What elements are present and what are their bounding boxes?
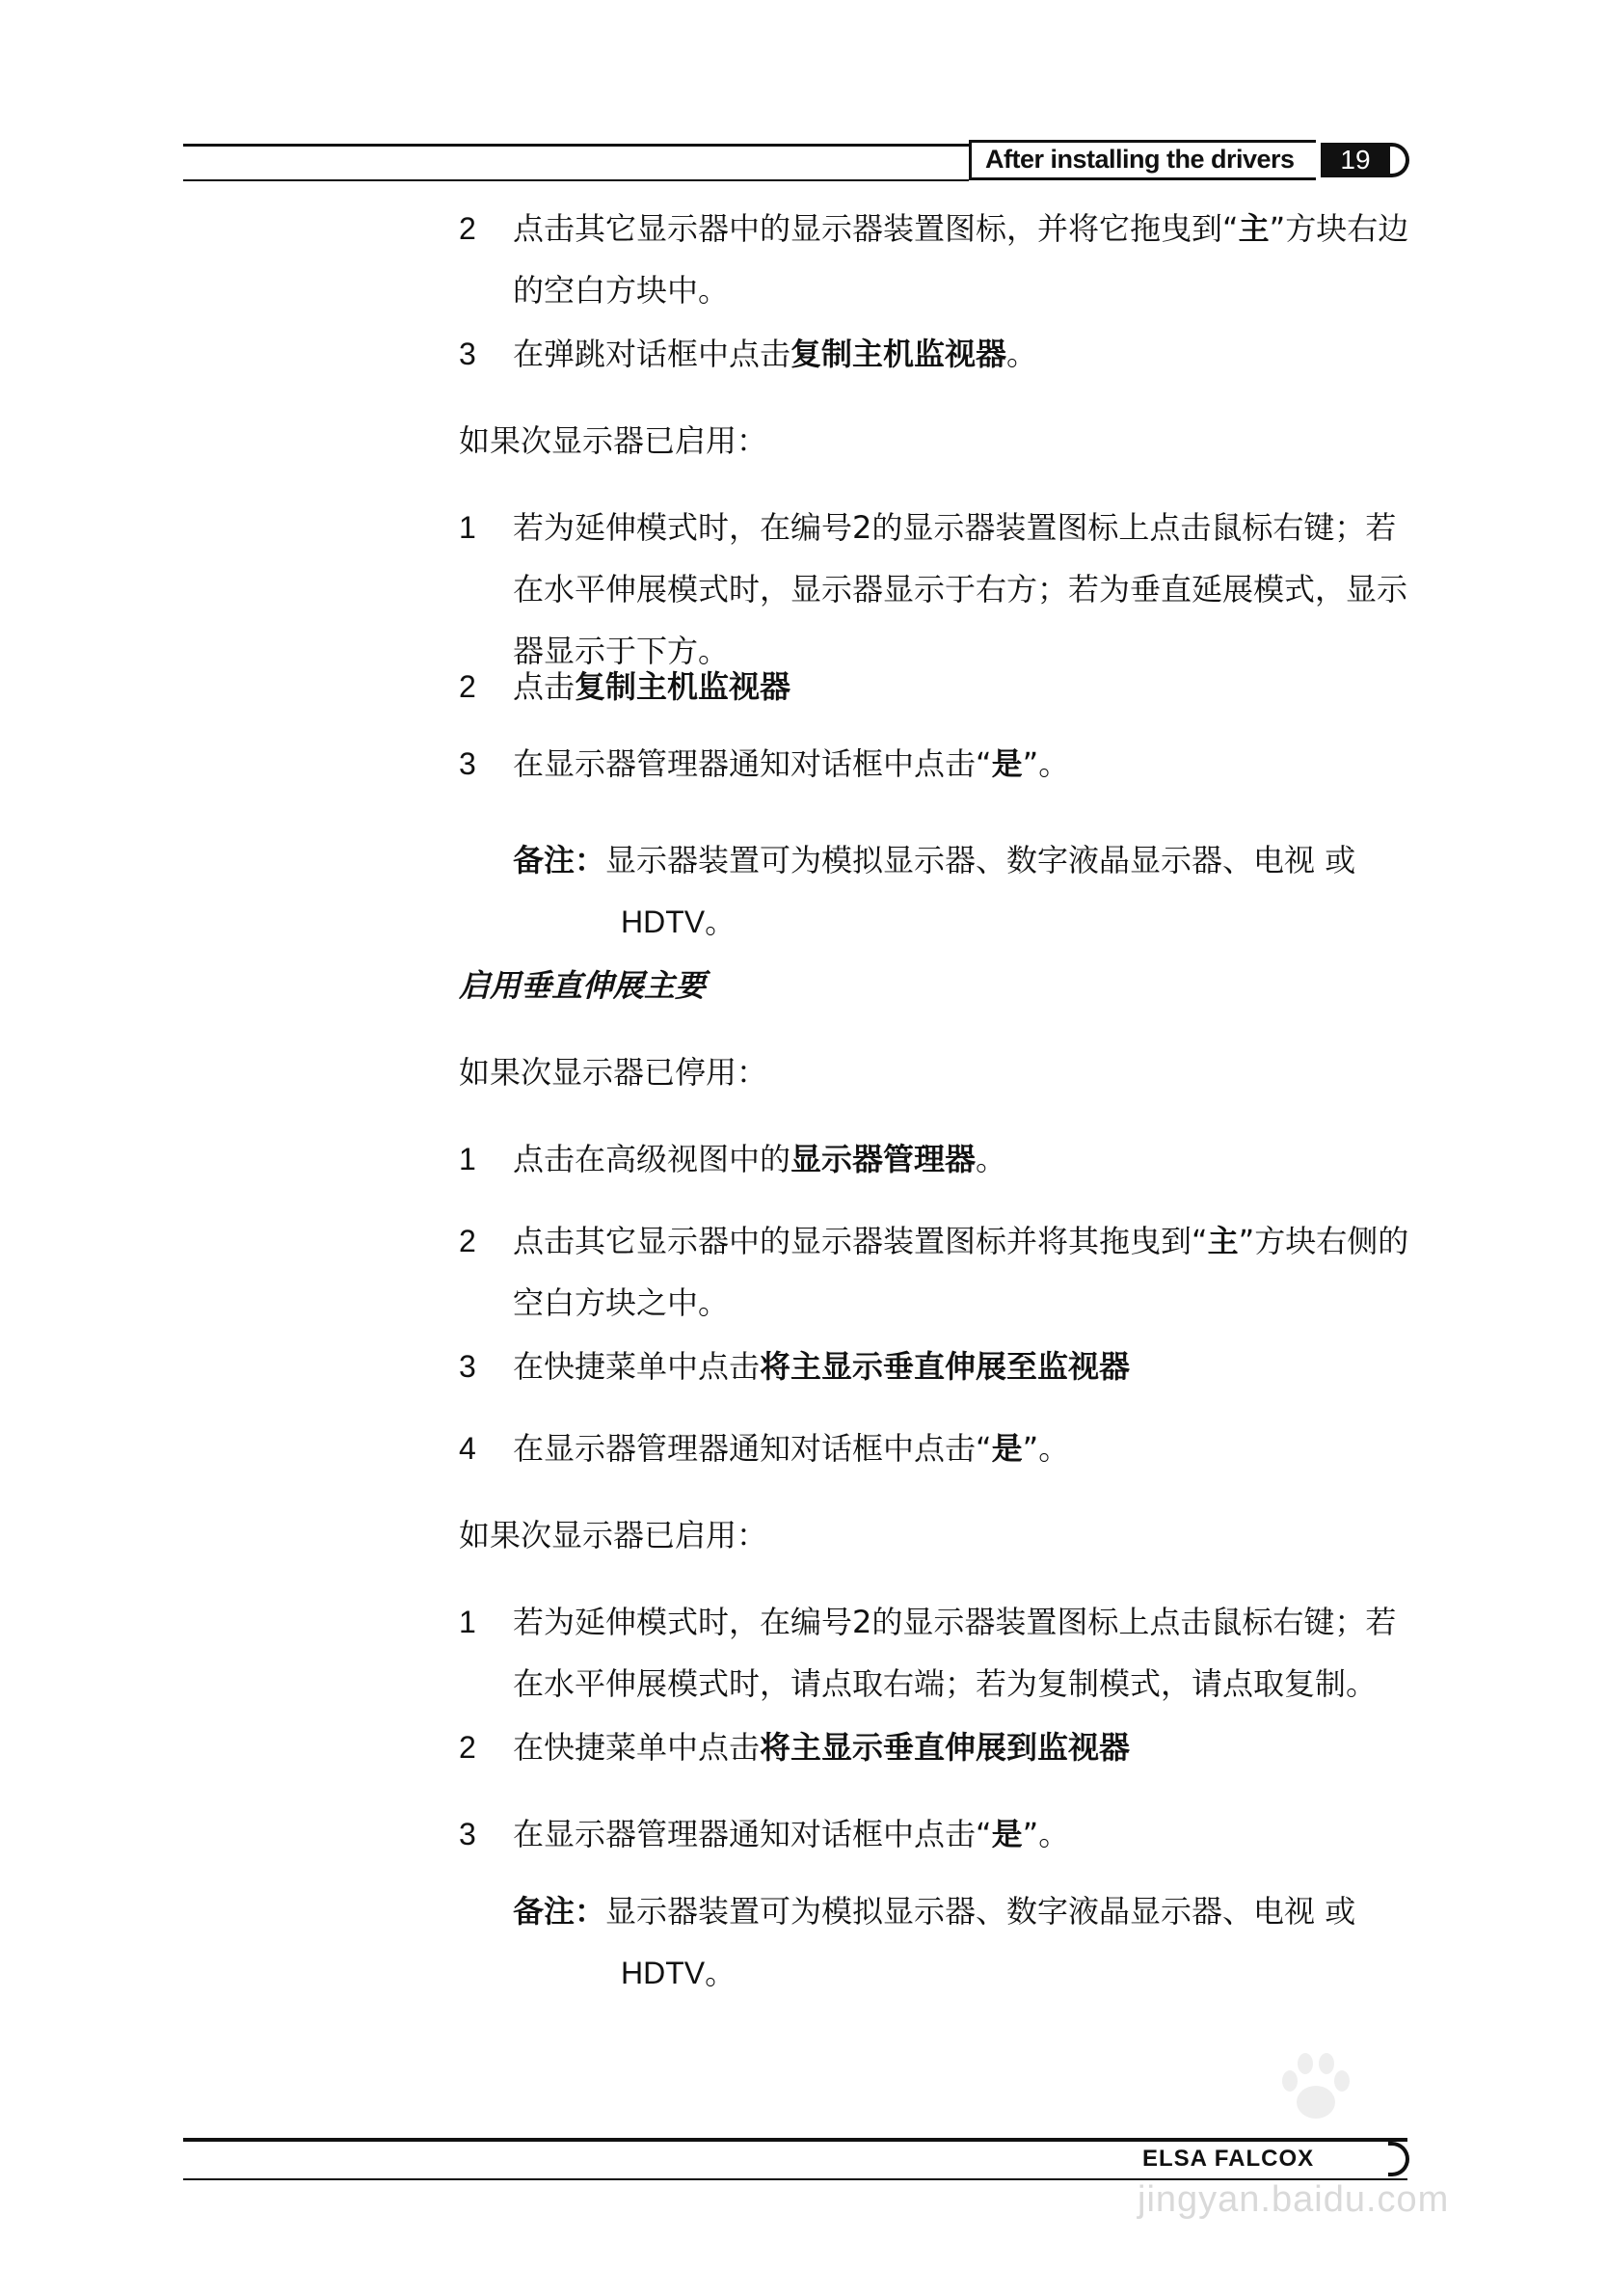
paragraph: 如果次显示器已启用： <box>459 1517 768 1553</box>
list-item-text <box>513 656 1413 717</box>
text-run: 。 <box>976 1141 1007 1177</box>
list-item-number: 3 <box>459 337 476 371</box>
note-label: 备注： <box>513 1893 606 1930</box>
header-rule-lower <box>183 179 969 181</box>
watermark-text: jingyan.baidu.com <box>1138 2179 1450 2220</box>
paragraph: 如果次显示器已启用： <box>459 422 768 459</box>
note-label: 备注： <box>513 842 606 878</box>
section-heading: 启用垂直伸展主要 <box>459 967 707 1004</box>
ui-term: 复制主机监视器 <box>575 668 791 705</box>
header-title: After installing the drivers <box>985 145 1295 174</box>
note-text-continuation: HDTV。 <box>621 1956 737 1990</box>
ui-term: 复制主机监视器 <box>790 336 1007 372</box>
footer-tab-end <box>1388 2142 1409 2176</box>
list-item-number: 1 <box>459 510 476 545</box>
list-item-number: 4 <box>459 1431 476 1466</box>
list-item-text <box>513 733 1413 795</box>
paragraph: 如果次显示器已停用： <box>459 1054 768 1091</box>
list-item-text <box>513 1591 1413 1715</box>
list-item-number: 3 <box>459 746 476 781</box>
text-run: ”方块右侧的空白方块之中。 <box>513 1223 1409 1321</box>
list-item-number: 1 <box>459 1605 476 1639</box>
ui-term: 将主显示垂直伸展到监视器 <box>760 1729 1131 1766</box>
list-item-text <box>513 1210 1413 1334</box>
header-tab-end <box>1388 143 1409 177</box>
ui-term: 将主显示垂直伸展至监视器 <box>760 1348 1131 1385</box>
ui-term: 主 <box>1238 210 1270 247</box>
note <box>513 829 1413 953</box>
note-text: 显示器装置可为模拟显示器、数字液晶显示器、电视 或 <box>605 1893 1356 1930</box>
ui-term: 是 <box>991 1816 1023 1852</box>
text-run: ”。 <box>1022 1430 1070 1467</box>
text-run: ”方块右边的空白方块中。 <box>513 210 1409 309</box>
text-run: ”。 <box>1022 1816 1070 1852</box>
list-item-text <box>513 1716 1413 1778</box>
note-text-continuation: HDTV。 <box>621 905 737 939</box>
text-run: 点击其它显示器中的显示器装置图标并将其拖曳到“ <box>513 1223 1208 1259</box>
list-item-text <box>513 1418 1413 1479</box>
list-item-number: 2 <box>459 1224 476 1258</box>
list-item-number: 3 <box>459 1817 476 1851</box>
paw-watermark-icon <box>1272 2044 1359 2131</box>
list-item-number: 2 <box>459 211 476 246</box>
ui-term: 是 <box>991 745 1023 782</box>
list-item-text <box>513 1803 1413 1865</box>
note <box>513 1880 1413 2004</box>
list-item-number: 2 <box>459 669 476 704</box>
list-item-number: 3 <box>459 1349 476 1384</box>
list-item-number: 2 <box>459 1730 476 1765</box>
text-run: 在快捷菜单中点击 <box>513 1348 761 1385</box>
text-run: 在弹跳对话框中点击 <box>513 336 791 372</box>
header-rule <box>183 144 969 147</box>
text-run: 在快捷菜单中点击 <box>513 1729 761 1766</box>
text-run: 若为延伸模式时，在编号2的显示器装置图标上点击鼠标右键；若在水平伸展模式时，请点取右端；若为复制模式，请点取复制。 <box>513 1604 1397 1702</box>
ui-term: 是 <box>991 1430 1023 1467</box>
list-item-text <box>513 323 1413 385</box>
text-run: 点击 <box>513 668 576 705</box>
text-run: ”。 <box>1022 745 1070 782</box>
text-run: 。 <box>1006 336 1038 372</box>
page-number: 19 <box>1340 145 1371 175</box>
text-run: 在显示器管理器通知对话框中点击“ <box>513 745 992 782</box>
list-item-text <box>513 198 1413 321</box>
text-run: 在显示器管理器通知对话框中点击“ <box>513 1816 992 1852</box>
list-item-text <box>513 1128 1413 1190</box>
note-text: 显示器装置可为模拟显示器、数字液晶显示器、电视 或 <box>605 842 1356 878</box>
text-run: 点击其它显示器中的显示器装置图标，并将它拖曳到“ <box>513 210 1239 247</box>
list-item-text <box>513 1336 1413 1397</box>
text-run: 若为延伸模式时，在编号2的显示器装置图标上点击鼠标右键；若在水平伸展模式时，显示器显示于右方；若为垂直延展模式，显示器显示于下方。 <box>513 509 1408 669</box>
text-run: 点击在高级视图中的 <box>513 1141 791 1177</box>
text-run: 在显示器管理器通知对话框中点击“ <box>513 1430 992 1467</box>
footer-brand: ELSA FALCOX <box>1142 2146 1315 2172</box>
list-item-text <box>513 497 1413 682</box>
ui-term: 主 <box>1207 1223 1239 1259</box>
list-item-number: 1 <box>459 1142 476 1176</box>
ui-term: 显示器管理器 <box>790 1141 977 1177</box>
